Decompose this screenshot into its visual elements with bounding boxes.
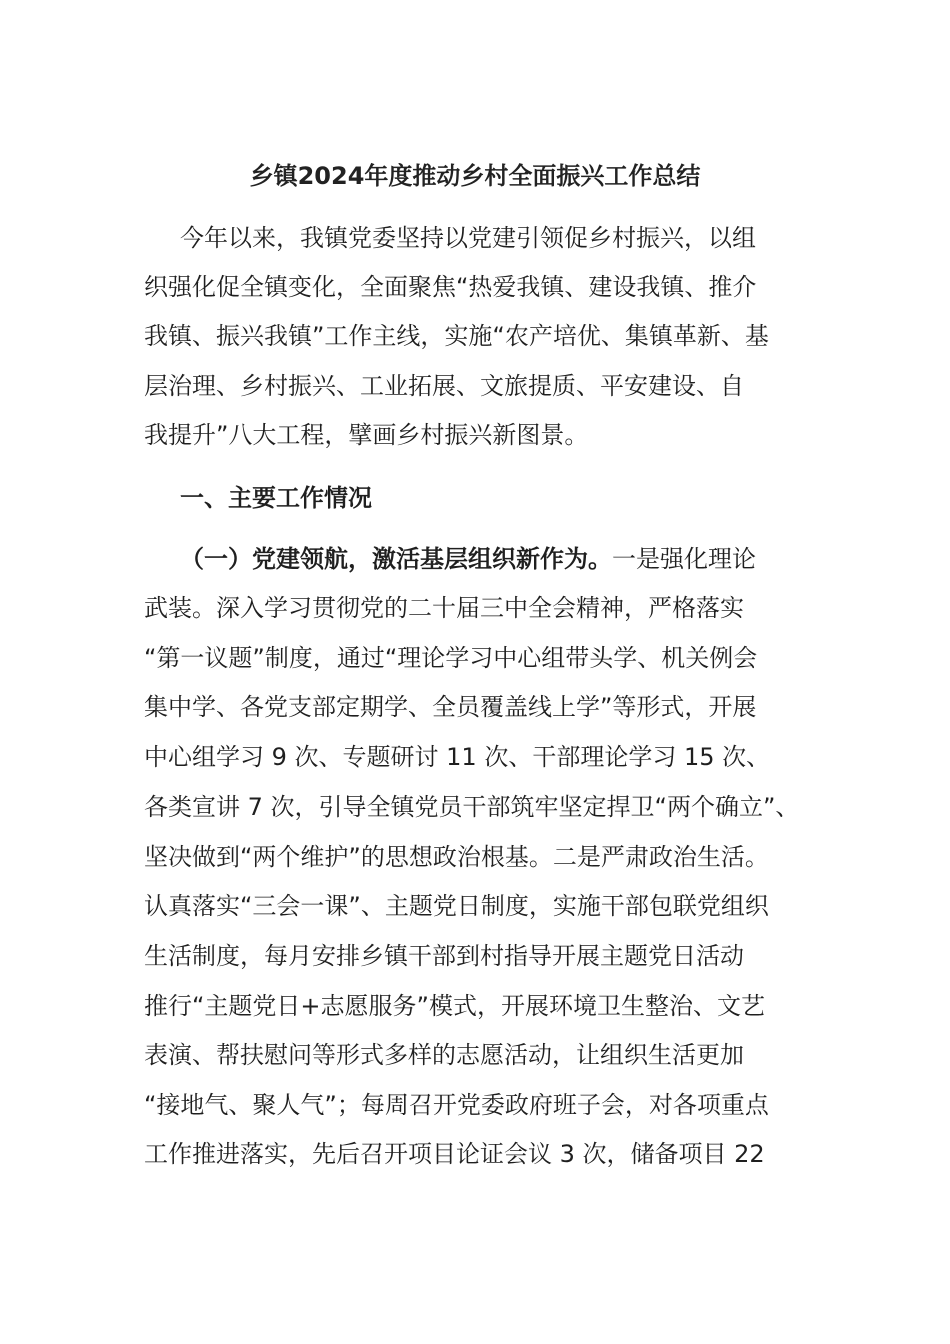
body-line: 工作推进落实，先后召开项目论证会议 3 次，储备项目 22 [144, 1140, 765, 1168]
subsection-first-line [180, 539, 756, 579]
intro-line: 今年以来，我镇党委坚持以党建引领促乡村振兴，以组 [180, 224, 756, 252]
subsection-heading: （一）党建领航，激活基层组织新作为。 [180, 545, 612, 573]
intro-line: 织强化促全镇变化，全面聚焦“热爱我镇、建设我镇、推介 [144, 273, 757, 301]
body-line: 认真落实“三会一课”、主题党日制度，实施干部包联党组织 [144, 892, 769, 920]
body-line: 生活制度，每月安排乡镇干部到村指导开展主题党日活动 [144, 942, 744, 970]
body-line: 表演、帮扶慰问等形式多样的志愿活动，让组织生活更加 [144, 1041, 744, 1069]
body-line: “第一议题”制度，通过“理论学习中心组带头学、机关例会 [144, 644, 758, 672]
body-line: 坚决做到“两个维护”的思想政治根基。二是严肃政治生活。 [144, 843, 769, 871]
body-line: 各类宣讲 7 次，引导全镇党员干部筑牢坚定捍卫“两个确立”、 [144, 793, 800, 821]
subsection-lead-text: 一是强化理论 [612, 545, 756, 573]
section-heading: 一、主要工作情况 [180, 484, 372, 512]
intro-line: 我提升”八大工程，擘画乡村振兴新图景。 [144, 421, 589, 449]
document-title: 乡镇2024年度推动乡村全面振兴工作总结 [249, 162, 701, 190]
intro-line: 我镇、振兴我镇”工作主线，实施“农产培优、集镇革新、基 [144, 322, 769, 350]
body-line: 武装。深入学习贯彻党的二十届三中全会精神，严格落实 [144, 594, 744, 622]
body-line: 集中学、各党支部定期学、全员覆盖线上学”等形式，开展 [144, 693, 757, 721]
body-line: 中心组学习 9 次、专题研讨 11 次、干部理论学习 15 次、 [144, 743, 771, 771]
body-line: “接地气、聚人气”；每周召开党委政府班子会，对各项重点 [144, 1091, 769, 1119]
intro-line: 层治理、乡村振兴、工业拓展、文旅提质、平安建设、自 [144, 372, 744, 400]
body-line: 推行“主题党日+志愿服务”模式，开展环境卫生整治、文艺 [144, 992, 765, 1020]
